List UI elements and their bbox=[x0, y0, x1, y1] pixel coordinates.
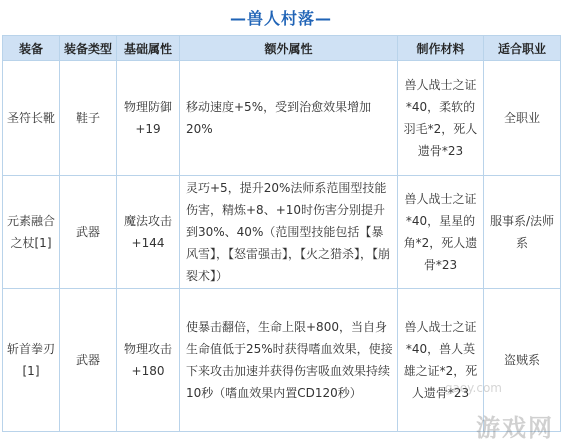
cell-name: 圣符长靴 bbox=[3, 61, 60, 176]
cell-name: 元素融合之杖[1] bbox=[3, 176, 60, 289]
cell-type: 武器 bbox=[60, 289, 117, 432]
header-material: 制作材料 bbox=[398, 36, 484, 61]
equipment-table bbox=[2, 35, 561, 432]
cell-job: 盗贼系 bbox=[484, 289, 561, 432]
cell-material: 兽人战士之证*40，星星的角*2，死人遗骨*23 bbox=[398, 176, 484, 289]
cell-extra: 使暴击翻倍，生命上限+800，当自身生命值低于25%时获得嗜血效果，使接下来攻击加速并获得伤害吸血效果持续10秒（嗜血效果内置CD120秒） bbox=[180, 289, 398, 432]
header-equipment: 装备 bbox=[3, 36, 60, 61]
header-base: 基础属性 bbox=[117, 36, 180, 61]
cell-extra: 灵巧+5，提升20%法师系范围型技能伤害，精炼+8、+10时伤害分别提升到30%、40%（范围型技能包括【暴风雪】，【怒雷强击】，【火之猎杀】，【崩裂术】） bbox=[180, 176, 398, 289]
table-row bbox=[3, 61, 561, 176]
cell-job: 全职业 bbox=[484, 61, 561, 176]
cell-material: 兽人战士之证*40，兽人英雄之证*2，死人遗骨*23 bbox=[398, 289, 484, 432]
table-row bbox=[3, 176, 561, 289]
cell-type: 武器 bbox=[60, 176, 117, 289]
cell-base: 物理攻击+180 bbox=[117, 289, 180, 432]
cell-material: 兽人战士之证*40，柔软的羽毛*2，死人遗骨*23 bbox=[398, 61, 484, 176]
cell-extra: 移动速度+5%，受到治愈效果增加20% bbox=[180, 61, 398, 176]
cell-base: 魔法攻击+144 bbox=[117, 176, 180, 289]
cell-name: 斩首拳刃[1] bbox=[3, 289, 60, 432]
header-job: 适合职业 bbox=[484, 36, 561, 61]
header-extra: 额外属性 bbox=[180, 36, 398, 61]
watermark-logo: 游戏网 bbox=[476, 414, 554, 442]
cell-type: 鞋子 bbox=[60, 61, 117, 176]
cell-job: 服事系/法师系 bbox=[484, 176, 561, 289]
page-title: —兽人村落— bbox=[229, 9, 332, 28]
table-header-row bbox=[3, 36, 561, 61]
watermark-url: gaoy.com bbox=[444, 381, 502, 395]
header-type: 装备类型 bbox=[60, 36, 117, 61]
cell-base: 物理防御+19 bbox=[117, 61, 180, 176]
